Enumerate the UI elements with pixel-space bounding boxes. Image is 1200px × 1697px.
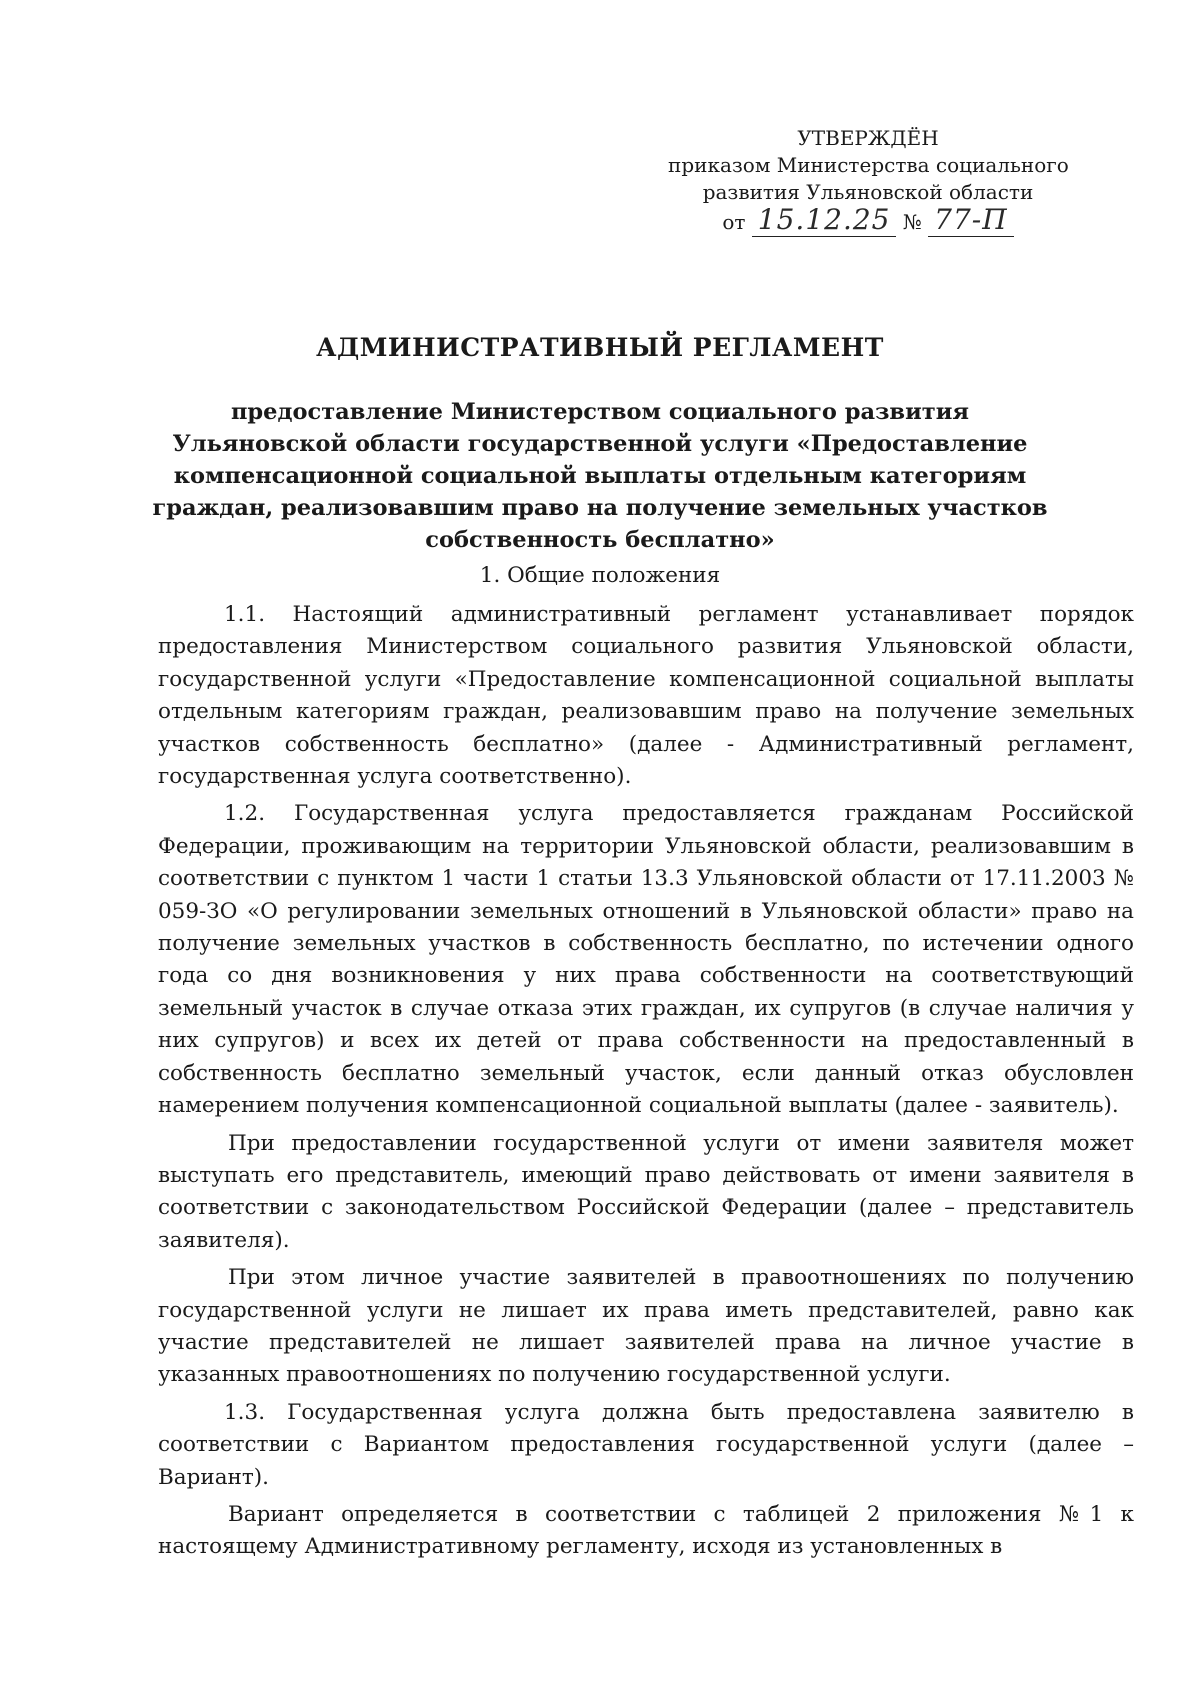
paragraph-1-1: 1.1. Настоящий административный регламент устанавливает порядок предоставления Министерством социального развития Ульяновской области, государственной услуги «Предоставление компенсационной социальной выплаты отдельным категориям граждан, реализовавшим право на получение земельных участков собственность бесплатно» (далее - Административный регламент, государственная услуга соответственно). [158, 602, 1134, 790]
section-heading: 1. Общие положения [479, 563, 721, 588]
handwritten-number: 77-П [928, 203, 1014, 237]
paragraph-1-2: 1.2. Государственная услуга предоставляется гражданам Российской Федерации, проживающим на территории Ульяновской области, реализовавшим в соответствии с пунктом 1 части 1 статьи 13.3 Ульяновской области от 17.11.2003 № 059-ЗО «О регулировании земельных отношений в Ульяновской области» право на получение земельных участков в собственность бесплатно, по истечении одного года со дня возникновения у них права собственности на соответствующий земельный участок в случае отказа этих граждан, их супругов (в случае наличия у них супругов) и всех их детей от права собственности на предоставленный в собственность бесплатно земельный участок, если данный отказ обусловлен намерением получения компенсационной социальной выплаты (далее - заявитель). [158, 801, 1134, 1119]
order-line-2: развития Ульяновской области [702, 180, 1034, 204]
handwritten-date: 15.12.25 [752, 203, 897, 237]
paragraph-participation: При этом личное участие заявителей в правоотношениях по получению государственной услуги не лишает их права иметь представителей, равно как участие представителей не лишает заявителей права на личное участие в указанных правоотношениях по получению государственной услуги. [158, 1265, 1134, 1388]
document-subtitle: предоставление Министерством социального развития Ульяновской области государственной услуги «Предоставление компенсационной социальной выплаты отдельным категориям граждан, реализовавшим право на получение земельных участков собственность бесплатно» [152, 399, 1048, 553]
order-line-1: приказом Министерства социального [668, 153, 1069, 177]
section-body [158, 599, 1134, 1569]
approval-stamp-block [668, 125, 1068, 236]
approved-label: УТВЕРЖДЁН [797, 126, 939, 150]
paragraph-1-3: 1.3. Государственная услуга должна быть предоставлена заявителю в соответствии с Вариантом предоставления государственной услуги (далее – Вариант). [158, 1399, 1134, 1490]
from-label: от [722, 210, 746, 234]
paragraph-variant: Вариант определяется в соответствии с таблицей 2 приложения №1 к настоящему Административному регламенту, исходя из установленных в [158, 1501, 1134, 1560]
number-label: № [902, 210, 922, 234]
order-date-number-line [668, 203, 1068, 236]
paragraph-representative: При предоставлении государственной услуги от имени заявителя может выступать его представитель, имеющий право действовать от имени заявителя в соответствии с законодательством Российской Федерации (далее – представитель заявителя). [158, 1130, 1134, 1253]
document-title: АДМИНИСТРАТИВНЫЙ РЕГЛАМЕНТ [316, 333, 884, 362]
